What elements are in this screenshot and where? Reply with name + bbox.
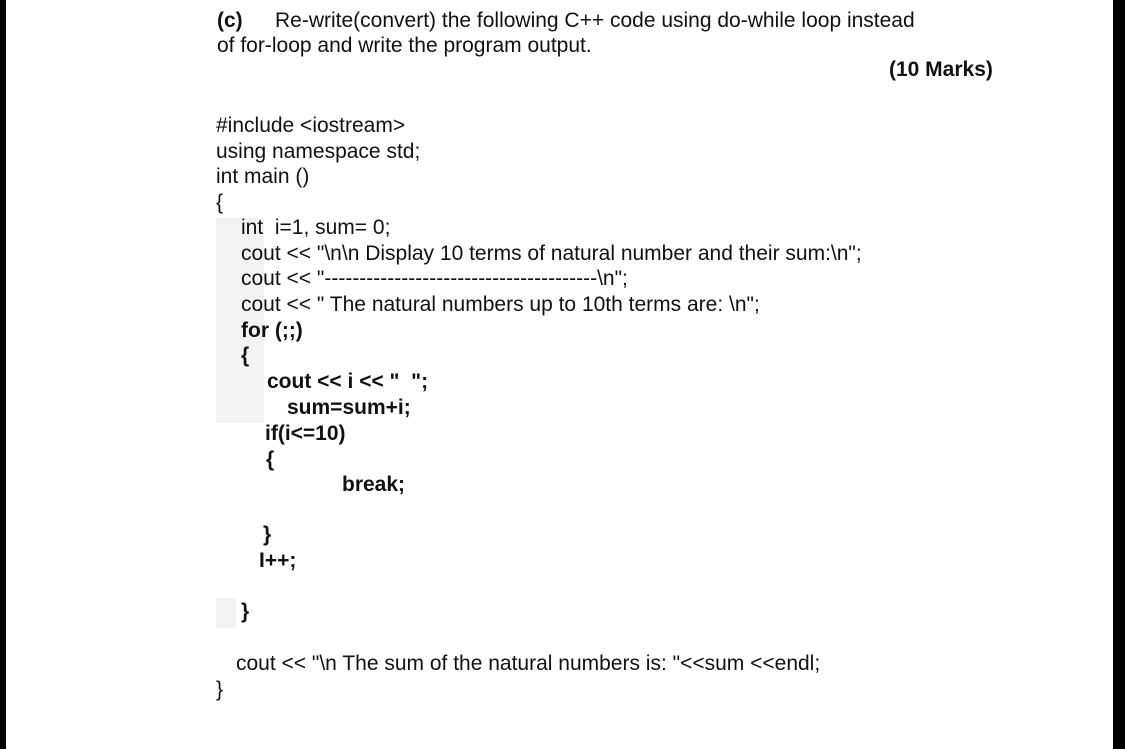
- code-open-brace-main: {: [216, 191, 224, 214]
- question-text-line-2: of for-loop and write the program output.: [217, 34, 592, 57]
- question-text-line-1: Re-write(convert) the following C++ code using do-while loop instead: [275, 9, 915, 32]
- code-close-brace-for: }: [241, 600, 250, 623]
- code-if-statement: if(i<=10): [265, 422, 346, 445]
- code-include: #include <iostream>: [216, 114, 406, 137]
- code-for-statement: for (;;): [241, 319, 303, 342]
- code-cout-sum: cout << "\n The sum of the natural numbers is: "<<sum <<endl;: [236, 652, 821, 675]
- code-main-signature: int main (): [216, 165, 310, 188]
- right-border: [1113, 0, 1125, 749]
- code-break-statement: break;: [342, 473, 406, 496]
- code-open-brace-if: {: [266, 448, 275, 471]
- code-cout-dashes: cout << "---------------------------------------\n";: [241, 267, 628, 290]
- code-open-brace-for: {: [241, 344, 250, 367]
- question-label: (c): [217, 9, 243, 32]
- marks-label: (10 Marks): [889, 58, 993, 81]
- code-cout-display: cout << "\n\n Display 10 terms of natural number and their sum:\n";: [241, 242, 862, 265]
- code-declaration: int i=1, sum= 0;: [241, 216, 391, 239]
- scan-shading: [216, 598, 236, 628]
- code-cout-natural: cout << " The natural numbers up to 10th terms are: \n";: [241, 293, 760, 316]
- code-sum-statement: sum=sum+i;: [287, 396, 411, 419]
- code-using-namespace: using namespace std;: [216, 140, 421, 163]
- code-close-brace-main: }: [216, 678, 224, 701]
- left-border: [0, 0, 6, 749]
- code-close-brace-if: }: [263, 523, 272, 546]
- code-cout-i: cout << i << " ";: [267, 370, 429, 393]
- code-increment: I++;: [259, 549, 297, 572]
